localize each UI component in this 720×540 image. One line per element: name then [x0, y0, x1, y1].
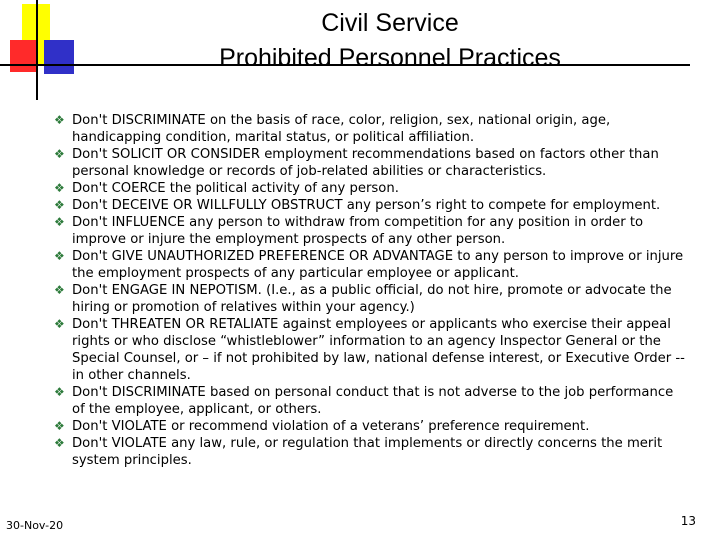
list-item — [50, 418, 690, 435]
footer-date: 30-Nov-20 — [6, 519, 64, 532]
slide-title — [70, 6, 710, 76]
diamond-bullet-icon: ❖ — [54, 436, 65, 450]
list-item — [50, 214, 690, 248]
diamond-bullet-icon: ❖ — [54, 283, 65, 297]
list-item — [50, 282, 690, 316]
diamond-bullet-icon: ❖ — [54, 147, 65, 161]
diamond-bullet-icon: ❖ — [54, 215, 65, 229]
diamond-bullet-icon: ❖ — [54, 385, 65, 399]
list-item-text: Don't GIVE UNAUTHORIZED PREFERENCE OR ADVANTAGE to any person to improve or injure the employment prospects of any particular employee or applicant. — [72, 249, 684, 281]
list-item-text: Don't DECEIVE OR WILLFULLY OBSTRUCT any person’s right to compete for employment. — [72, 198, 661, 213]
diamond-bullet-icon: ❖ — [54, 419, 65, 433]
list-item — [50, 384, 690, 418]
list-item-text: Don't DISCRIMINATE based on personal conduct that is not adverse to the job performance of the employee, applicant, or others. — [72, 385, 674, 417]
list-item — [50, 248, 690, 282]
list-item — [50, 180, 690, 197]
list-item-text: Don't VIOLATE or recommend violation of a veterans’ preference requirement. — [72, 419, 590, 434]
list-item-text: Don't SOLICIT OR CONSIDER employment recommendations based on factors other than personal knowledge or records of job-related abilities or characteristics. — [72, 147, 659, 179]
slide-title-line-1: Civil Service — [321, 9, 459, 37]
list-item-text: Don't INFLUENCE any person to withdraw from competition for any position in order to improve or injure the employment prospects of any other person. — [72, 215, 644, 247]
page-number: 13 — [680, 514, 696, 528]
slide-title-line-2: Prohibited Personnel Practices — [219, 44, 561, 72]
diamond-bullet-icon: ❖ — [54, 317, 65, 331]
diamond-bullet-icon: ❖ — [54, 181, 65, 195]
list-item — [50, 146, 690, 180]
list-item-text: Don't VIOLATE any law, rule, or regulation that implements or directly concerns the merit system principles. — [72, 436, 663, 468]
list-item-text: Don't DISCRIMINATE on the basis of race, color, religion, sex, national origin, age, handicapping condition, marital status, or political affiliation. — [72, 113, 611, 145]
diamond-bullet-icon: ❖ — [54, 249, 65, 263]
decoration-red-square — [10, 40, 38, 72]
list-item-text: Don't COERCE the political activity of any person. — [72, 181, 399, 196]
list-item — [50, 435, 690, 469]
list-item — [50, 316, 690, 384]
list-item — [50, 112, 690, 146]
list-item — [50, 197, 690, 214]
list-item-text: Don't ENGAGE IN NEPOTISM. (I.e., as a public official, do not hire, promote or advocate the hiring or promotion of relatives within your agency.) — [72, 283, 672, 315]
diamond-bullet-icon: ❖ — [54, 113, 65, 127]
diamond-bullet-icon: ❖ — [54, 198, 65, 212]
decoration-vertical-line — [36, 0, 38, 100]
list-item-text: Don't THREATEN OR RETALIATE against employees or applicants who exercise their appeal rights or who disclose “whistleblower” information to an agency Inspector General or the Special Counsel, or – if not prohibited by law, national defense interest, or Executive Order -- in other channels. — [72, 317, 685, 383]
practices-list — [50, 112, 690, 469]
